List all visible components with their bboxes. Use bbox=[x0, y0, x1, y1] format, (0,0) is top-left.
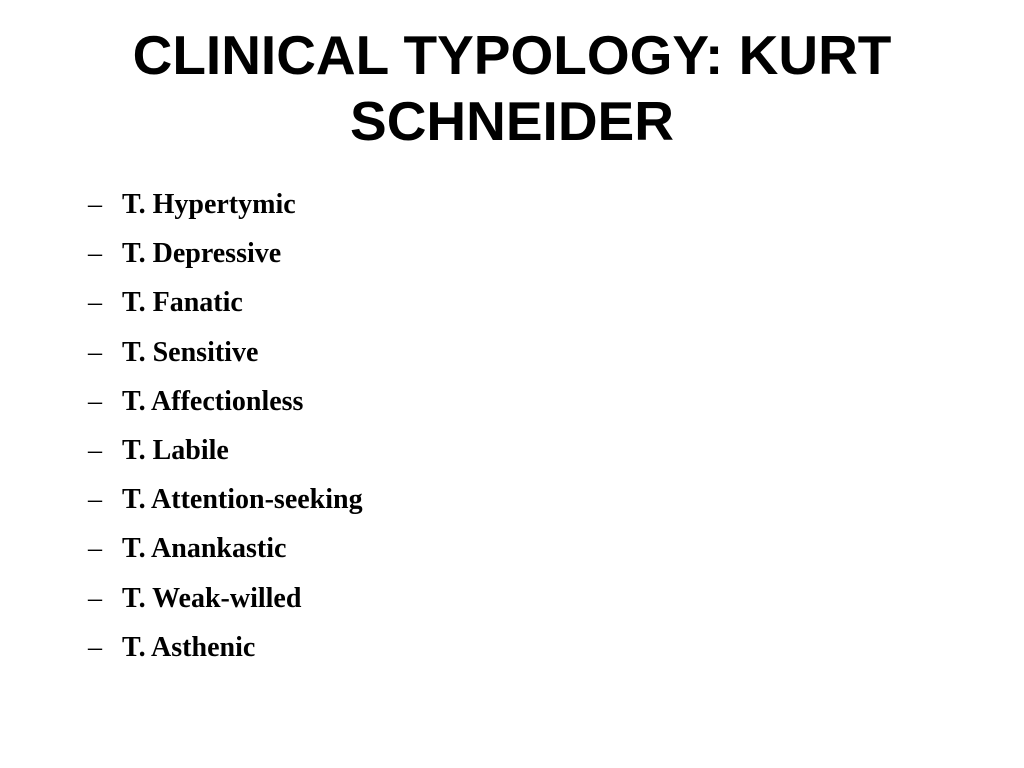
typology-list bbox=[88, 184, 363, 676]
list-item bbox=[88, 578, 363, 627]
dash-bullet-icon: – bbox=[88, 631, 102, 663]
list-item-label: T. Affectionless bbox=[122, 385, 304, 417]
list-item bbox=[88, 381, 363, 430]
list-item bbox=[88, 332, 363, 381]
dash-bullet-icon: – bbox=[88, 533, 102, 565]
list-item-label: T. Labile bbox=[122, 434, 229, 466]
list-item bbox=[88, 479, 363, 528]
list-item-label: T. Asthenic bbox=[122, 631, 256, 663]
list-item-label: T. Fanatic bbox=[122, 287, 243, 319]
dash-bullet-icon: – bbox=[88, 287, 102, 319]
list-item-label: T. Weak-willed bbox=[122, 582, 302, 614]
list-item-label: T. Attention-seeking bbox=[122, 484, 363, 516]
dash-bullet-icon: – bbox=[88, 484, 102, 516]
slide-title bbox=[60, 22, 964, 154]
slide-title-line-2: SCHNEIDER bbox=[350, 90, 674, 152]
dash-bullet-icon: – bbox=[88, 385, 102, 417]
list-item bbox=[88, 233, 363, 282]
dash-bullet-icon: – bbox=[88, 434, 102, 466]
list-item-label: T. Anankastic bbox=[122, 533, 287, 565]
list-item bbox=[88, 528, 363, 577]
list-item bbox=[88, 282, 363, 331]
list-item bbox=[88, 627, 363, 676]
list-item bbox=[88, 430, 363, 479]
dash-bullet-icon: – bbox=[88, 336, 102, 368]
list-item bbox=[88, 184, 363, 233]
dash-bullet-icon: – bbox=[88, 582, 102, 614]
list-item-label: T. Sensitive bbox=[122, 336, 259, 368]
slide-title-line-1: CLINICAL TYPOLOGY: KURT bbox=[132, 24, 892, 86]
dash-bullet-icon: – bbox=[88, 238, 102, 270]
list-item-label: T. Depressive bbox=[122, 238, 282, 270]
list-item-label: T. Hypertymic bbox=[122, 189, 296, 220]
dash-bullet-icon: – bbox=[88, 189, 102, 220]
